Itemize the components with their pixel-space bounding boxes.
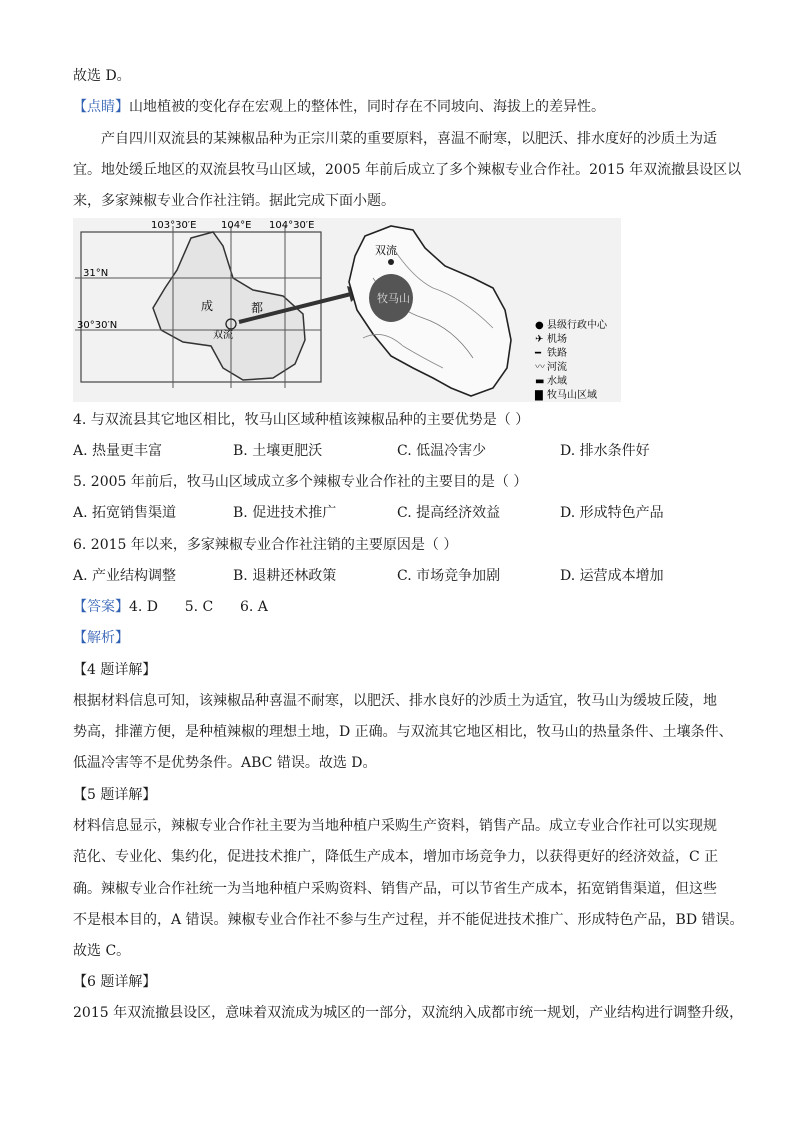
text-line: 故选 D。 — [73, 68, 131, 84]
lat-label-2: 30°30′N — [77, 320, 118, 331]
detail-4-line-1: 根据材料信息可知，该辣椒品种喜温不耐寒，以肥沃、排水良好的沙质土为适宜，牧马山为缓坡丘陵，地 — [73, 693, 717, 709]
shuangliu-label: 双流 — [375, 244, 397, 257]
answer-line — [73, 597, 268, 617]
question-5-stem: 5. 2005 年前后，牧马山区域成立多个辣椒专业合作社的主要目的是（ ） — [73, 474, 528, 490]
legend-label-3: 河流 — [547, 362, 567, 373]
detail-5-line-3: 确。辣椒专业合作社统一为当地种植户采购资料、销售产品，可以节省生产成本，拓宽销售渠道，但这些 — [73, 881, 717, 897]
city-label-a: 成 — [201, 299, 214, 313]
shuangliu-small-label: 双流 — [213, 330, 233, 341]
legend-sym-1: ✈ — [535, 334, 544, 345]
q4-option-a[interactable]: A. 热量更丰富 — [73, 443, 163, 459]
q5-option-b[interactable]: B. 促进技术推广 — [233, 505, 337, 521]
tip-line — [73, 97, 605, 117]
county-center-dot — [388, 259, 394, 265]
q4-option-b[interactable]: B. 土壤更肥沃 — [233, 443, 323, 459]
lon-label-1: 103°30′E — [151, 220, 197, 231]
legend-sym-2: ━ — [535, 348, 542, 359]
detail-4-line-3: 低温冷害等不是优势条件。ABC 错误。故选 D。 — [73, 755, 377, 771]
legend-sym-4: ▬ — [535, 376, 545, 387]
tip-tag: 【点睛】 — [73, 99, 129, 115]
legend-label-0: 县级行政中心 — [547, 320, 607, 331]
material-line-1: 产自四川双流县的某辣椒品种为正宗川菜的重要原料，喜温不耐寒，以肥沃、排水度好的沙质土为适 — [101, 131, 717, 147]
q5-option-a[interactable]: A. 拓宽销售渠道 — [73, 505, 177, 521]
material-line-2: 宜。地处缓丘地区的双流县牧马山区域，2005 年前后成立了多个辣椒专业合作社。2015 年双流撤县设区以 — [73, 162, 742, 178]
detail-4-line-2: 势高，排灌方便，是种植辣椒的理想土地，D 正确。与双流其它地区相比，牧马山的热量条件、土壤条件、 — [73, 724, 733, 740]
detail-5-line-5: 故选 C。 — [73, 943, 131, 959]
q6-option-a[interactable]: A. 产业结构调整 — [73, 568, 177, 584]
region-label: 牧马山 — [377, 292, 410, 305]
legend-label-5: 牧马山区域 — [547, 390, 597, 401]
q4-option-d[interactable]: D. 排水条件好 — [560, 443, 650, 459]
answer-tag: 【答案】 — [73, 599, 129, 615]
analysis-tag: 【解析】 — [73, 630, 129, 646]
lon-label-2: 104°E — [221, 220, 252, 231]
q6-option-b[interactable]: B. 退耕还林政策 — [233, 568, 337, 584]
q5-option-d[interactable]: D. 形成特色产品 — [560, 505, 664, 521]
map-figure — [73, 218, 621, 402]
answer-text: 4. D 5. C 6. A — [129, 599, 268, 615]
legend-label-2: 铁路 — [547, 348, 567, 359]
detail-5-line-1: 材料信息显示，辣椒专业合作社主要为当地种植户采购生产资料，销售产品。成立专业合作社可以实现规 — [73, 818, 717, 834]
detail-4-title: 【4 题详解】 — [73, 662, 157, 678]
legend-label-1: 机场 — [547, 334, 567, 345]
detail-6-title: 【6 题详解】 — [73, 974, 157, 990]
q6-option-d[interactable]: D. 运营成本增加 — [560, 568, 664, 584]
question-6-stem: 6. 2015 年以来，多家辣椒专业合作社注销的主要原因是（ ） — [73, 537, 458, 553]
lat-label-1: 31°N — [83, 268, 109, 279]
detail-5-line-2: 范化、专业化、集约化，促进技术推广，降低生产成本，增加市场竞争力，以获得更好的经济效益，C 正 — [73, 849, 719, 865]
legend-sym-3: 〰 — [535, 362, 545, 373]
legend-sym-5: ▇ — [535, 390, 543, 401]
q4-option-c[interactable]: C. 低温冷害少 — [397, 443, 487, 459]
detail-5-title: 【5 题详解】 — [73, 787, 157, 803]
legend-label-4: 水域 — [547, 376, 567, 387]
q6-option-c[interactable]: C. 市场竞争加剧 — [397, 568, 501, 584]
detail-5-line-4: 不是根本目的，A 错误。辣椒专业合作社不参与生产过程，并不能促进技术推广、形成特色产品，BD 错误。 — [73, 912, 744, 928]
tip-text: 山地植被的变化存在宏观上的整体性，同时存在不同坡向、海拔上的差异性。 — [129, 99, 605, 115]
question-4-stem: 4. 与双流县其它地区相比，牧马山区域种植该辣椒品种的主要优势是（ ） — [73, 412, 530, 428]
material-line-3: 来，多家辣椒专业合作社注销。据此完成下面小题。 — [73, 193, 395, 209]
lon-label-3: 104°30′E — [269, 220, 315, 231]
city-label-b: 都 — [251, 301, 264, 315]
detail-6-line-1: 2015 年双流撤县设区，意味着双流成为城区的一部分，双流纳入成都市统一规划，产业结构进行调整升级， — [73, 1005, 744, 1021]
legend-sym-0: ● — [535, 320, 544, 331]
q5-option-c[interactable]: C. 提高经济效益 — [397, 505, 501, 521]
